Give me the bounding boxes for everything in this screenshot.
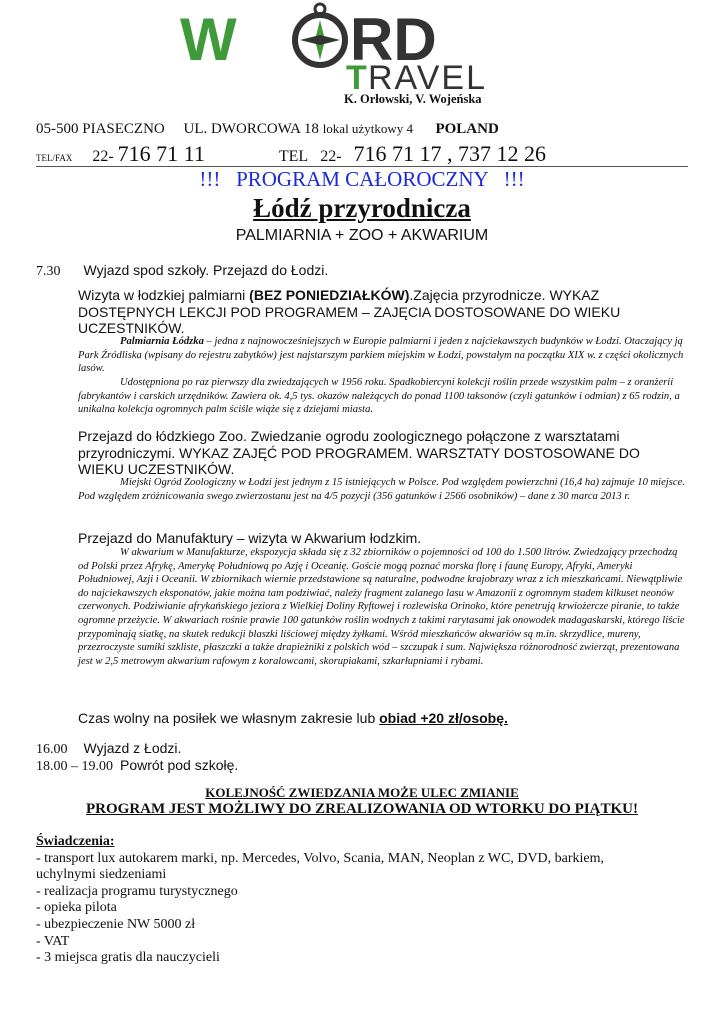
days-notice: PROGRAM JEST MOŻLIWY DO ZREALIZOWANIA OD WTORKU DO PIĄTKU! [85, 801, 638, 817]
fax-prefix: 22- [92, 148, 114, 165]
palm-house-visit [78, 287, 688, 337]
svg-text:RAVEL: RAVEL [368, 59, 487, 92]
benefit-item: - 3 miejsca gratis dla nauczycieli [36, 950, 220, 966]
palm-house-collection: Udostępniona po raz pierwszy dla zwiedzających w 1956 roku. Spadkobiercyni kolekcji roślin przede wszystkim palm – z oranżerii fabrykantów i carskich urzędników. Zawiera ok. 4,5 tys. okazów należących do ponad 1100 taksonów (czyli gatunków i odmian) z 65 rodzin, a unikalna kolekcja ogromnych palm ściśle wiąże się z dziejami miasta. [78, 377, 680, 416]
benefit-item: - VAT [36, 933, 70, 949]
address-country: POLAND [435, 121, 499, 137]
palm-no-mondays: (BEZ PONIEDZIAŁKÓW) [249, 287, 410, 303]
palm-house-name: Palmiarnia Łódzka [120, 336, 204, 347]
benefit-item: - realizacja programu turystycznego [36, 883, 238, 899]
schedule-text: Powrót pod szkołę. [120, 757, 239, 773]
tel-numbers: 716 71 17 , 737 12 26 [353, 141, 547, 166]
svg-text:W: W [180, 6, 237, 73]
zoo-visit: Przejazd do łódzkiego Zoo. Zwiedzanie ogrodu zoologicznego połączone z warsztatami przyrodniczymi. WYKAZ ZAJĘĆ POD PROGRAMEM. WARSZTATY DOSTOSOWANE DO WIEKU UCZESTNIKÓW. [78, 428, 640, 477]
tel-label: TEL [278, 148, 309, 165]
address-unit: lokal użytkowy 4 [322, 121, 413, 136]
address-city: 05-500 PIASECZNO [36, 121, 165, 137]
svg-text:T: T [346, 59, 367, 92]
palm-house-description [78, 335, 688, 376]
aquarium-visit: Przejazd do Manufaktury – wizyta w Akwarium łodzkim. [78, 530, 422, 546]
word-travel-logo [178, 2, 556, 92]
zoo-description: Miejski Ogród Zoologiczny w Łodzi jest jednym z 15 istniejących w Polsce. Pod względem powierzchni (16,4 ha) zajmuje 10 miejsce. Pod względem zróżnicowania swego zwierzostanu jest na 4/5 pozycji (356 gatunków i 2566 osobników) – dane z 30 marca 2013 r. [78, 477, 685, 502]
benefits-section [36, 834, 604, 967]
svg-text:RD: RD [350, 6, 437, 73]
schedule-time: 16.00 [36, 742, 68, 757]
fax-number: 716 71 11 [117, 141, 205, 166]
owners: K. Orłowski, V. Wojeńska [344, 92, 482, 106]
benefit-item: - opieka pilota [36, 900, 117, 916]
palm-activities: .Zajęcia przyrodnicze. WYKAZ DOSTĘPNYCH LEKCJI POD PROGRAMEM – ZAJĘCIA DOSTOSOWANE DO WIEKU UCZESTNIKÓW. [78, 287, 621, 336]
schedule-row-return [36, 757, 238, 775]
free-time [78, 710, 688, 727]
palm-house-history: – jedna z najnowocześniejszych w Europie palmiarni i jeden z najciekawszych budynków w Łodzi. Otaczający ją Park Źródliska (wpisany do rejestru zabytków) jest najstarszym parkiem miejskim w Łodzi, powstałym na początku XIX w. z części okolicznych lasów. [78, 336, 684, 375]
palm-intro: Wizyta w łodzkiej palmiarni [78, 287, 250, 303]
address-street: UL. DWORCOWA 18 [183, 121, 319, 137]
schedule-row-departure [36, 262, 328, 280]
benefit-item: uchylnymi siedzeniami [36, 867, 167, 883]
phone-line [36, 141, 546, 167]
schedule-row-leave-lodz [36, 740, 181, 758]
free-time-text: Czas wolny na posiłek we własnym zakresie lub [78, 710, 380, 726]
tel-prefix: 22- [320, 148, 342, 165]
benefit-item: - ubezpieczenie NW 5000 zł [36, 916, 196, 932]
aquarium-description: W akwarium w Manufakturze, ekspozycja składa się z 32 zbiorników o pojemności od 100 do 1.500 litrów. Zwiedzający przechodzą od Polski przez Afrykę, Amerykę Południową po Azję i Oceanię. Goście mogą poznać morska florę i faunę Europy, Afryki, Ameryki Południowej, Azji i Oceanii. W zbiornikach wiernie przedstawione są naturalne, podwodne krajobrazy wraz z ich mieszkańcami. Niewątpliwie do najciekawszych eksponatów, jakie można tam podziwiać, należy fragment zalanego lasu w Amazonii z ogromnym stadem kilkuset neonów czerwonych. Podziwianie afrykańskiego jeziora z Wielkiej Doliny Ryftowej i rozlewiska Orinoko, które penetrują krwiożercze piranie, to także ogromne przeżycie. W akwariach rośnie prawie 100 gatunków roślin wodnych z takimi rarytasami jak onowodek madagaskarski, którego liście przypominają siatkę, na skutek redukcji blaszki liściowej między żyłkami. Wśród mieszkańców akwariów są m.in. skrzydlice, mureny, przezroczyste sumiki szkliste, płaszczki a także drapieżniki z polskich wód – szczupak i sum. Największa różnorodność zwierząt, prezentowana jest w 2,5 metrowym akwarium rafowym z koralowcami, skorupiakami, szkarłupniami i rybami. [78, 547, 685, 667]
schedule-text: Wyjazd z Łodzi. [83, 740, 182, 756]
program-banner: !!! PROGRAM CAŁOROCZNY !!! [199, 167, 525, 191]
benefit-item: - transport lux autokarem marki, np. Mercedes, Volvo, Scania, MAN, Neoplan z WC, DVD, barkiem, [36, 850, 605, 866]
schedule-time: 7.30 [36, 264, 61, 279]
compass-icon [295, 4, 345, 65]
fax-label: TEL/FAX [36, 153, 73, 163]
schedule-time: 18.00 – 19.00 [36, 759, 113, 774]
page-subtitle: PALMIARNIA + ZOO + AKWARIUM [235, 227, 489, 244]
benefits-heading: Świadczenia: [36, 834, 115, 849]
order-notice: KOLEJNOŚĆ ZWIEDZANIA MOŻE ULEC ZMIANIE [205, 785, 519, 800]
schedule-text: Wyjazd spod szkoły. Przejazd do Łodzi. [83, 262, 329, 278]
page-title: Łódź przyrodnicza [253, 193, 471, 223]
lunch-option: obiad +20 zł/osobę. [379, 710, 508, 726]
address-line [36, 121, 499, 138]
